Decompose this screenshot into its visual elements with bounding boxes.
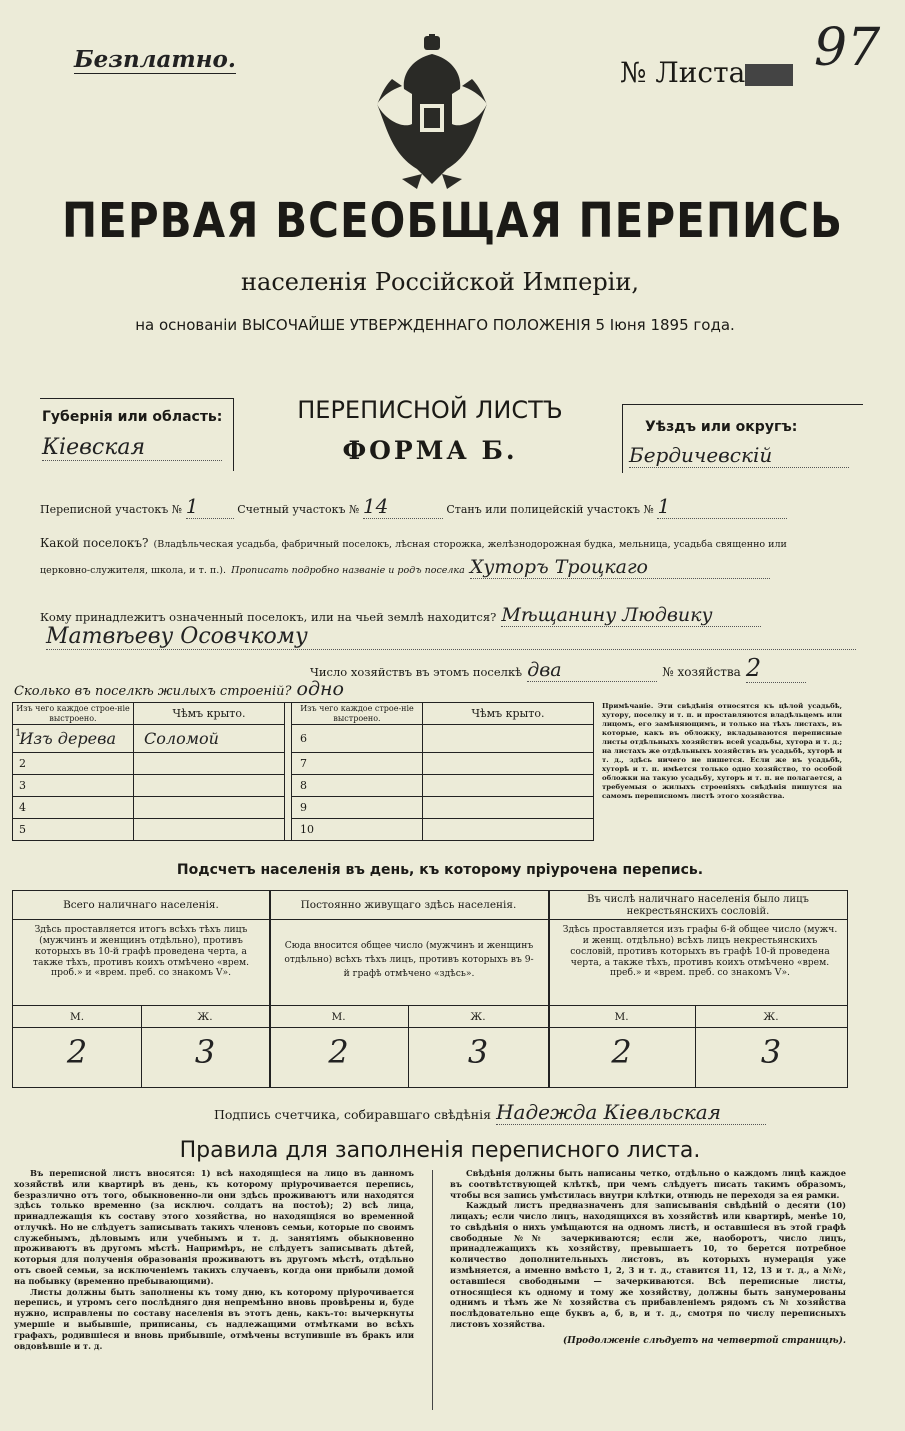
rules-right-p2: Каждый листъ предназначенъ для записыванія свѣдѣній о десяти (10) лицахъ; если число лицъ, находящихся въ хозяйствѣ или квартирѣ, менѣе 10, то свѣдѣнія о нихъ умѣщаются на одномъ листѣ, и оставшіеся въ этой графѣ свободные №№ зачеркиваются; если же, наоборотъ, число лицъ, принадлежащихъ къ хозяйству, превышаетъ 10, то берется потребное количество дополнительныхъ листовъ, въ которыхъ нумерація уже измѣняется, а именно вмѣсто 1, 2, 3 и т. д., ставится 11, 12, 13 и т. д., а №№, оставшіеся свободными — зачеркиваются. Всѣ переписные листы, относящіеся къ одному и тому же хозяйству, должны быть занумерованы однимъ и тѣмъ же № хозяйства съ прибавленіемъ рядомъ съ № хозяйства послѣдовательно еще буквъ а, б, в, и т. д., смотря по числу переписныхъ листовъ хозяйства. (450, 1200, 846, 1329)
f-label-3: Ж. (763, 1011, 779, 1023)
f-label-1: Ж. (197, 1011, 213, 1023)
districts-line (40, 494, 860, 519)
sheet-label: № Листа (620, 56, 746, 89)
sheet-type: ПЕРЕПИСНОЙ ЛИСТЪ (297, 396, 563, 424)
census-district-label: Переписной участокъ № (40, 503, 183, 516)
row-1-roof: Соломой (134, 725, 285, 753)
count-col3-text: Здѣсь проставляется изъ графы 6-й общее число (мужч. и женщ. отдѣльно) всѣхъ лицъ некрестьянскихъ сословій, противъ которыхъ въ графѣ 10-й проведена черта, а также тѣхъ, противъ коихъ отмѣчено «врем. преб.» и «врем. преб. со знакомъ V». (562, 924, 838, 979)
row-6-roof (423, 725, 594, 753)
settlement-line-2 (40, 556, 870, 579)
row-3-roof (134, 775, 285, 797)
nonpeasant-male-value: 2 (611, 1033, 632, 1071)
double-headed-eagle-emblem (372, 34, 492, 194)
signature-label: Подпись счетчика, собиравшаго свѣдѣнія (214, 1107, 491, 1122)
rules-left-column (14, 1168, 414, 1351)
row-6-material: 6 (292, 725, 423, 753)
row-2-roof (134, 753, 285, 775)
rules-right-column (450, 1168, 846, 1347)
col-roof-right: Чѣмъ крыто. (423, 703, 594, 725)
uezd-value: Бердичевскій (629, 443, 849, 468)
row-9-roof (423, 797, 594, 819)
settlement-instruction: Прописать подробно названіе и родъ поселка (231, 565, 465, 576)
row-1-material: 1Изъ дерева (13, 725, 134, 753)
row-10-material: 10 (292, 819, 423, 841)
row-7-roof (423, 753, 594, 775)
uezd-box (622, 404, 863, 473)
settlement-value: Хуторъ Троцкаго (470, 556, 770, 579)
rules-left-p1: Въ переписной листъ вносятся: 1) всѣ находящіеся на лицо въ данномъ хозяйствѣ или квартирѣ въ день, къ которому пріурочивается перепись, безразлично отъ того, обыкновенно-ли они здѣсь проживаютъ или находятся здѣсь только временно (за исключ. солдатъ на постоѣ); 2) всѣ лица, принадлежащія къ составу этого хозяйства, но находящіяся во временной отлучкѣ. Но не слѣдуетъ записывать такихъ членовъ семьи, которые по своимъ служебнымъ, дѣловымъ или учебнымъ и т. д. занятіямъ обыкновенно проживаютъ въ другомъ мѣстѣ. Напримѣръ, не слѣдуетъ записывать дѣтей, которыя для полученія образованія проживаютъ въ другомъ мѣстѣ, отдѣльно отъ своей семьи, за исключеніемъ такихъ случаевъ, когда они прибыли домой на побывку (временно пребывающими). (14, 1168, 414, 1286)
settlement-hint: (Владѣльческая усадьба, фабричный поселокъ, лѣсная сторожка, желѣзнодорожная будка, мельница, усадьба священно или (153, 539, 787, 550)
stan-label: Станъ или полицейскій участокъ № (446, 503, 654, 516)
signature-value: Надежда Кіевльская (496, 1100, 766, 1125)
row-8-roof (423, 775, 594, 797)
rules-continued: (Продолженіе слѣдуетъ на четвертой страницѣ). (563, 1335, 846, 1346)
free-label: Безплатно. (74, 46, 236, 73)
row-7-material: 7 (292, 753, 423, 775)
form-name: ФОРМА Б. (342, 436, 518, 465)
rules-right-p1: Свѣдѣнія должны быть написаны четко, отдѣльно о каждомъ лицѣ каждое въ соотвѣтствующей клѣткѣ, при чемъ слѣдуетъ писать такимъ образомъ, чтобы вся запись умѣстилась внутри клѣтки, отнюдь не переходя за ея рамки. (450, 1168, 846, 1200)
subtitle: населенія Россійской Имперіи, (241, 268, 639, 296)
owner-value-2: Матвѣеву Осовчкому (46, 624, 856, 650)
row-5-roof (134, 819, 285, 841)
households-label: Число хозяйствъ въ этомъ поселкѣ (310, 665, 523, 679)
buildings-value: одно (296, 678, 344, 700)
row-5-material: 5 (13, 819, 134, 841)
buildings-label: Сколько въ поселкѣ жилыхъ строеній? (14, 684, 292, 699)
stan-value: 1 (657, 494, 787, 519)
table-divider (285, 703, 292, 725)
sheet-number-value: 97 (814, 18, 881, 78)
m-label-1: М. (69, 1011, 85, 1023)
row-4-material: 4 (13, 797, 134, 819)
signature-line (214, 1100, 766, 1125)
uezd-label: Уѣздъ или округъ: (645, 419, 798, 435)
redaction-block (745, 64, 793, 86)
total-male-value: 2 (66, 1033, 88, 1071)
basis-line: на основаніи ВЫСОЧАЙШЕ УТВЕРЖДЕННАГО ПОЛОЖЕНІЯ 5 Іюня 1895 года. (135, 316, 735, 334)
guberniya-box (40, 398, 234, 471)
guberniya-label: Губернія или область: (42, 409, 223, 425)
settlement-line (40, 532, 870, 551)
household-no-value: 2 (746, 654, 806, 683)
row-3-material: 3 (13, 775, 134, 797)
row-9-material: 9 (292, 797, 423, 819)
resident-female-value: 3 (467, 1033, 489, 1071)
counting-district-value: 14 (363, 494, 443, 519)
count-col2-head: Постоянно живущаго здѣсь населенія. (300, 899, 517, 911)
counting-district-label: Счетный участокъ № (237, 503, 360, 516)
owner-label: Кому принадлежитъ означенный поселокъ, или на чьей землѣ находится? (40, 610, 497, 624)
sheet-number-field (620, 56, 793, 89)
resident-male-value: 2 (328, 1033, 349, 1071)
rules-divider (432, 1170, 433, 1410)
owner-value-1: Мѣщанину Людвику (501, 604, 761, 627)
row-2-material: 2 (13, 753, 134, 775)
m-label-3: М. (614, 1011, 629, 1023)
main-title: ПЕРВАЯ ВСЕОБЩАЯ ПЕРЕПИСЬ (62, 192, 843, 249)
buildings-line (14, 678, 344, 700)
settlement-hint-2: церковно-служителя, школа, и т. п.). (40, 565, 226, 576)
census-district-value: 1 (186, 494, 234, 519)
count-col3-head: Въ числѣ наличнаго населенія было лицъ некрестьянскихъ сословій. (587, 894, 809, 917)
m-label-2: М. (331, 1011, 346, 1023)
rules-left-p2: Листы должны быть заполнены къ тому дню, къ которому пріурочивается перепись, и утромъ сего послѣдняго дня непремѣнно вновь провѣрены и, буде нужно, исправлены по составу населенія въ этотъ день, какъ-то: вычеркнуты умершіе и выбывшіе, приписаны, съ надлежащими отмѣтками во всѣхъ графахъ, родившіеся и вновь прибывшіе, отмѣчены вступившіе въ бракъ или овдовѣвшіе и т. д. (14, 1286, 414, 1351)
count-table (12, 890, 848, 1088)
count-col2-text: Сюда вносится общее число (мужчинъ и женщинъ отдѣльно) всѣхъ тѣхъ лицъ, противъ которыхъ въ 9-й графѣ отмѣчено «здѣсь». (284, 940, 534, 979)
col-roof-left: Чѣмъ крыто. (134, 703, 285, 725)
households-value: два (527, 659, 657, 682)
count-col1-text: Здѣсь проставляется итогъ всѣхъ тѣхъ лицъ (мужчинъ и женщинъ отдѣльно), противъ которыхъ въ 10-й графѣ проведена черта, а также тѣхъ, противъ коихъ отмѣчено «врем. проб.» и «врем. преб. со знакомъ V». (32, 924, 250, 979)
count-title: Подсчетъ населенія въ день, къ которому пріурочена перепись. (176, 862, 704, 878)
households-line (310, 654, 870, 683)
nonpeasant-female-value: 3 (760, 1033, 782, 1071)
total-female-value: 3 (194, 1033, 216, 1071)
guberniya-value: Кіевская (42, 435, 222, 461)
row-8-material: 8 (292, 775, 423, 797)
row-4-roof (134, 797, 285, 819)
row-10-roof (423, 819, 594, 841)
count-col1-head: Всего наличнаго населенія. (63, 899, 219, 911)
col-material-right: Изъ чего каждое строе-ніе выстроено. (292, 703, 423, 725)
f-label-2: Ж. (470, 1011, 486, 1023)
rules-title: Правила для заполненія переписного листа. (179, 1138, 701, 1163)
buildings-note: Примѣчаніе. Эти свѣдѣнія относятся къ цѣлой усадьбѣ, хутору, поселку и т. п. и проставляются владѣльцемъ или лицомъ, его замѣняющимъ, и только на тѣхъ листахъ, въ которые, какъ въ обложку, вкладываются переписные листы отдѣльныхъ хозяйствъ всей усадьбы, хутора и т. д.; на листахъ же отдѣльныхъ хозяйствъ въ усадьбѣ, хуторѣ и т. д., здѣсь ничего не пишется. Если же въ усадьбѣ, хуторѣ и т. п. имѣется только одно хозяйство, то особой обложки на такую усадьбу, хуторъ и т. п. не полагается, а требуемыя о жилыхъ строеніяхъ свѣдѣнія пишутся на самомъ переписномъ листѣ этого хозяйства. (602, 702, 842, 800)
household-no-label: № хозяйства (662, 665, 741, 679)
col-material-left: Изъ чего каждое строе-ніе выстроено. (13, 703, 134, 725)
settlement-label: Какой поселокъ? (40, 536, 149, 550)
buildings-table (12, 702, 594, 841)
